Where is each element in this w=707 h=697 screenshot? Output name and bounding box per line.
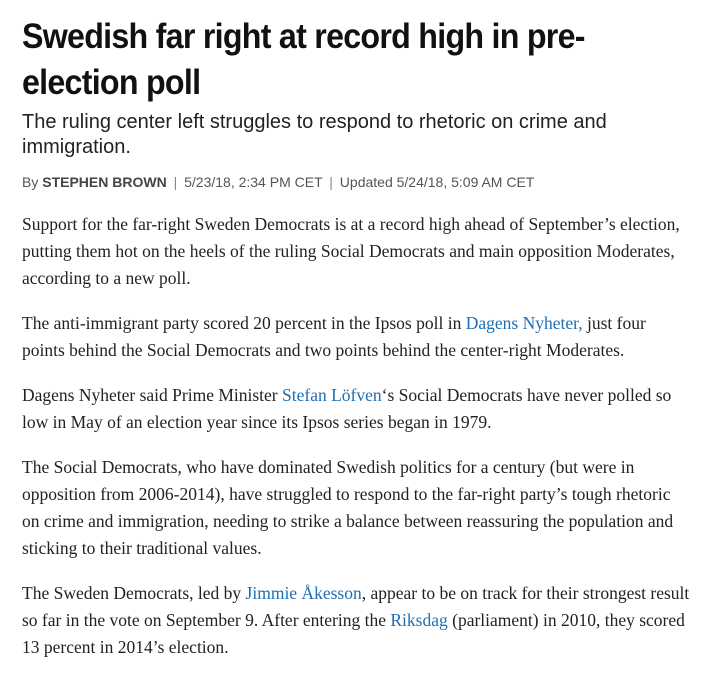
link-jimmie-akesson[interactable]: Jimmie Åkesson [245,583,362,603]
paragraph-text: The anti-immigrant party scored 20 percent in the Ipsos poll in [22,313,466,333]
paragraph-text: just four points behind the Social Democrats and two points behind the center-right Moderates. [22,313,646,360]
byline [22,173,689,191]
paragraph-text: The Sweden Democrats, led by [22,583,246,603]
paragraph-3 [22,382,690,436]
paragraph-text: Support for the far-right Sweden Democrats is at a record high ahead of September’s election, putting them hot on the heels of the ruling Social Democrats and main opposition Moderates, according to a new poll. [22,214,680,288]
paragraph-text: Dagens Nyheter said Prime Minister [22,385,283,405]
byline-divider: | [329,174,333,190]
paragraph-text: (parliament) in 2010, they scored 13 percent in 2014’s election. [22,610,685,657]
updated-date: Updated 5/24/18, 5:09 AM CET [339,174,535,190]
paragraph-text: The Social Democrats, who have dominated Swedish politics for a century (but were in opposition from 2006-2014), have struggled to respond to the far-right party’s tough rhetoric on crime and immigration, needing to strike a balance between reassuring the population and sticking to their traditional values. [22,457,674,558]
paragraph-1 [22,211,690,292]
link-riksdag[interactable]: Riksdag [390,610,448,630]
paragraph-4 [22,454,690,562]
paragraph-text: , appear to be on track for their strongest result so far in the vote on September 9. After entering the [22,583,690,630]
article-subhead: The ruling center left struggles to respond to rhetoric on crime and immigration. [22,111,607,158]
byline-prefix: By [22,174,39,190]
paragraph-2 [22,310,690,364]
paragraph-5 [22,580,690,661]
author-link[interactable]: STEPHEN BROWN [42,174,167,190]
link-stefan-lofven[interactable]: Stefan Löfven [282,385,382,405]
article-headline: Swedish far right at record high in pre-election poll [22,17,585,102]
published-date: 5/23/18, 2:34 PM CET [184,174,323,190]
byline-divider: | [173,174,178,190]
article-body [22,211,689,661]
link-dagens-nyheter[interactable]: Dagens Nyheter, [465,313,583,333]
paragraph-text: ‘s Social Democrats have never polled so low in May of an election year since its Ipsos series began in 1979. [22,385,672,432]
